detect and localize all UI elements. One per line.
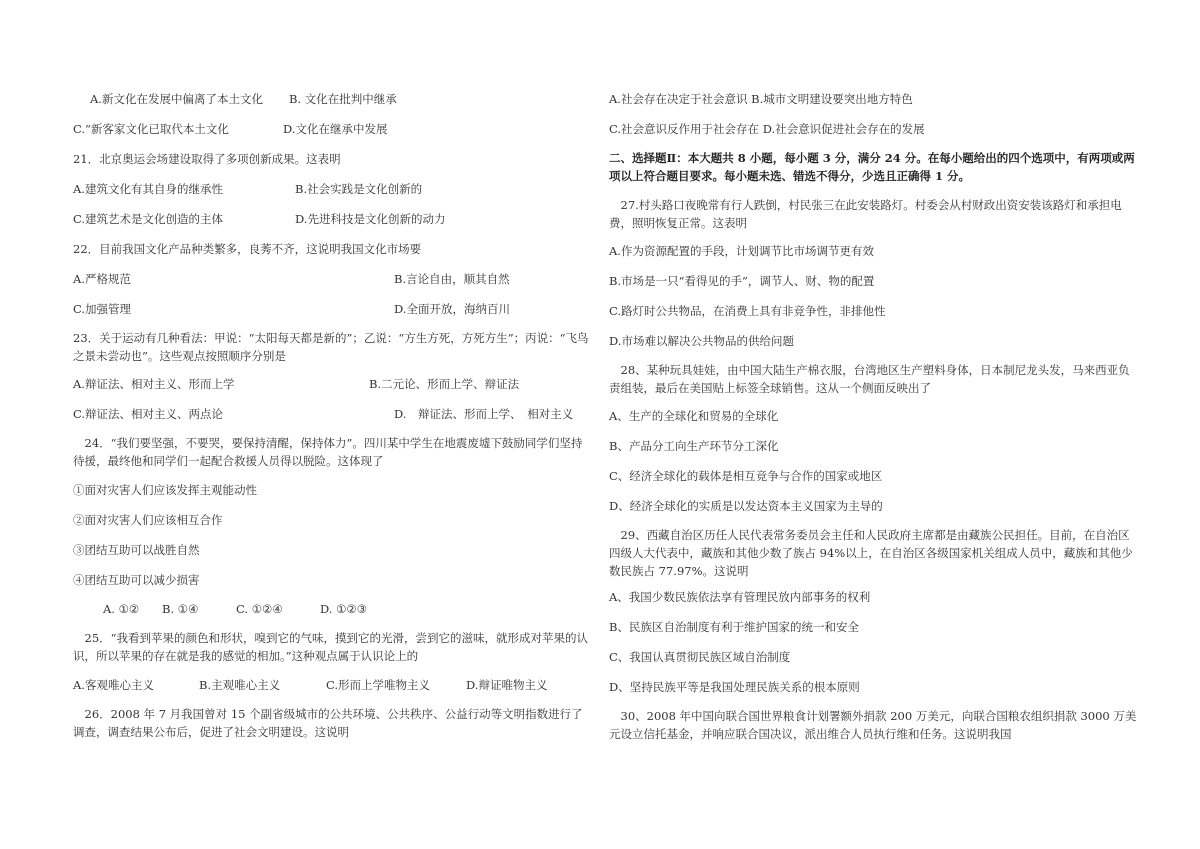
q29-option-b: B、民族区自治制度有利于维护国家的统一和安全 xyxy=(609,620,859,634)
q24-statement-1: ①面对灾害人们应该发挥主观能动性 xyxy=(73,483,257,497)
q26-stem: 26．2008 年 7 月我国曾对 15 个副省级城市的公共环境、公共秩序、公益行动等文明指数进行了调查，调查结果公布后，促进了社会文明建设。这说明 xyxy=(73,707,583,739)
q26-options-ab: A.社会存在决定于社会意识 B.城市文明建设要突出地方特色 xyxy=(609,92,913,106)
q24-statement-4: ④团结互助可以减少损害 xyxy=(73,573,200,587)
q20-option-d: D.文化在继承中发展 xyxy=(283,122,388,136)
q20-option-b: B. 文化在批判中继承 xyxy=(289,92,397,106)
q28-option-a: A、生产的全球化和贸易的全球化 xyxy=(609,409,779,423)
q25-stem: 25．“我看到苹果的颜色和形状，嗅到它的气味，摸到它的光滑，尝到它的滋味，就形成对苹果的认识，所以苹果的存在就是我的感觉的相加。”这种观点属于认识论上的 xyxy=(73,631,589,663)
q22-stem: 22．目前我国文化产品种类繁多，良莠不齐，这说明我国文化市场要 xyxy=(73,242,422,256)
q22-option-b: B.言论自由，顺其自然 xyxy=(394,272,510,286)
q20-option-c: C.“新客家文化已取代本土文化 xyxy=(73,122,229,136)
q25-option-d: D.辩证唯物主义 xyxy=(466,678,548,692)
q27-stem: 27.村头路口夜晚常有行人跌倒，村民张三在此安装路灯。村委会从村财政出资安装该路灯和承担电费，照明恢复正常。这表明 xyxy=(609,198,1122,230)
q21-option-b: B.社会实践是文化创新的 xyxy=(295,182,423,196)
q29-option-d: D、坚持民族平等是我国处理民族关系的根本原则 xyxy=(609,680,860,694)
q24-stem: 24．“我们要坚强，不要哭，要保持清醒，保持体力”。四川某中学生在地震废墟下鼓励同学们坚持待援，最终他和同学们一起配合救援人员得以脱险。这体现了 xyxy=(73,436,583,468)
q23-stem: 23．关于运动有几种看法：甲说：“太阳每天都是新的”；乙说：“方生方死，方死方生”；丙说：“飞鸟之景未尝动也”。这些观点按照顺序分别是 xyxy=(73,331,589,363)
q22-option-a: A.严格规范 xyxy=(73,272,131,286)
q25-option-a: A.客观唯心主义 xyxy=(73,678,154,692)
q25-option-c: C.形而上学唯物主义 xyxy=(326,678,431,692)
q24-option-d: D. ①②③ xyxy=(320,602,368,616)
q24-statement-3: ③团结互助可以战胜自然 xyxy=(73,543,200,557)
q30-stem: 30、2008 年中国向联合国世界粮食计划署额外捐款 200 万美元，向联合国粮农组织捐款 3000 万美元设立信托基金，并响应联合国决议，派出维合人员执行维和任务。这说明我国 xyxy=(609,709,1137,741)
q29-option-c: C、我国认真贯彻民族区域自治制度 xyxy=(609,650,791,664)
q23-option-c: C.辩证法、相对主义、两点论 xyxy=(73,407,224,421)
section-2-heading: 二、选择题Ⅱ：本大题共 8 小题，每小题 3 分，满分 24 分。在每小题给出的四个选项中，有两项或两项以上符合题目要求。每小题未选、错选不得分，少选且正确得 1 分。 xyxy=(609,151,1135,183)
q27-option-b: B.市场是一只“看得见的手”，调节人、财、物的配置 xyxy=(609,274,875,288)
q23-option-b: B.二元论、形而上学、辩证法 xyxy=(369,377,520,391)
q28-option-b: B、产品分工向生产环节分工深化 xyxy=(609,439,779,453)
q25-option-b: B.主观唯心主义 xyxy=(199,678,281,692)
q21-option-d: D.先进科技是文化创新的动力 xyxy=(295,212,446,226)
q22-option-d: D.全面开放，海纳百川 xyxy=(394,302,510,316)
q21-stem: 21．北京奥运会场建设取得了多项创新成果。这表明 xyxy=(73,152,341,166)
q23-option-d: D. 辩证法、形而上学、 相对主义 xyxy=(394,407,574,421)
q27-option-c: C.路灯时公共物品，在消费上具有非竞争性，非排他性 xyxy=(609,304,886,318)
q29-stem: 29、西藏自治区历任人民代表常务委员会主任和人民政府主席都是由藏族公民担任。目前，在自治区四级人大代表中，藏族和其他少数了族占 94%以上，在自治区各级国家机关组成人员中，藏族和其他少数民族占 77.97%。这说明 xyxy=(609,528,1133,578)
q27-option-a: A.作为资源配置的手段，计划调节比市场调节更有效 xyxy=(609,244,874,258)
q24-option-c: C. ①②④ xyxy=(236,602,283,616)
q21-option-c: C.建筑艺术是文化创造的主体 xyxy=(73,212,224,226)
q21-option-a: A.建筑文化有其自身的继承性 xyxy=(73,182,223,196)
q22-option-c: C.加强管理 xyxy=(73,302,132,316)
q28-stem: 28、某种玩具娃娃，由中国大陆生产棉衣服，台湾地区生产塑料身体，日本制尼龙头发，马来西亚负责组装，最后在美国贴上标签全球销售。这从一个侧面反映出了 xyxy=(609,363,1130,395)
q26-options-cd: C.社会意识反作用于社会存在 D.社会意识促进社会存在的发展 xyxy=(609,122,925,136)
q20-option-a: A.新文化在发展中偏离了本土文化 xyxy=(90,92,263,106)
q24-option-a: A. ①② xyxy=(103,602,140,616)
q23-option-a: A.辩证法、相对主义、形而上学 xyxy=(73,377,235,391)
q24-option-b: B. ①④ xyxy=(162,602,199,616)
q27-option-d: D.市场难以解决公共物品的供给问题 xyxy=(609,334,794,348)
q28-option-d: D、经济全球化的实质是以发达资本主义国家为主导的 xyxy=(609,499,883,513)
q29-option-a: A、我国少数民族依法享有管理民放内部事务的权利 xyxy=(609,590,871,604)
q24-statement-2: ②面对灾害人们应该相互合作 xyxy=(73,513,223,527)
q28-option-c: C、经济全球化的载体是相互竞争与合作的国家或地区 xyxy=(609,469,883,483)
